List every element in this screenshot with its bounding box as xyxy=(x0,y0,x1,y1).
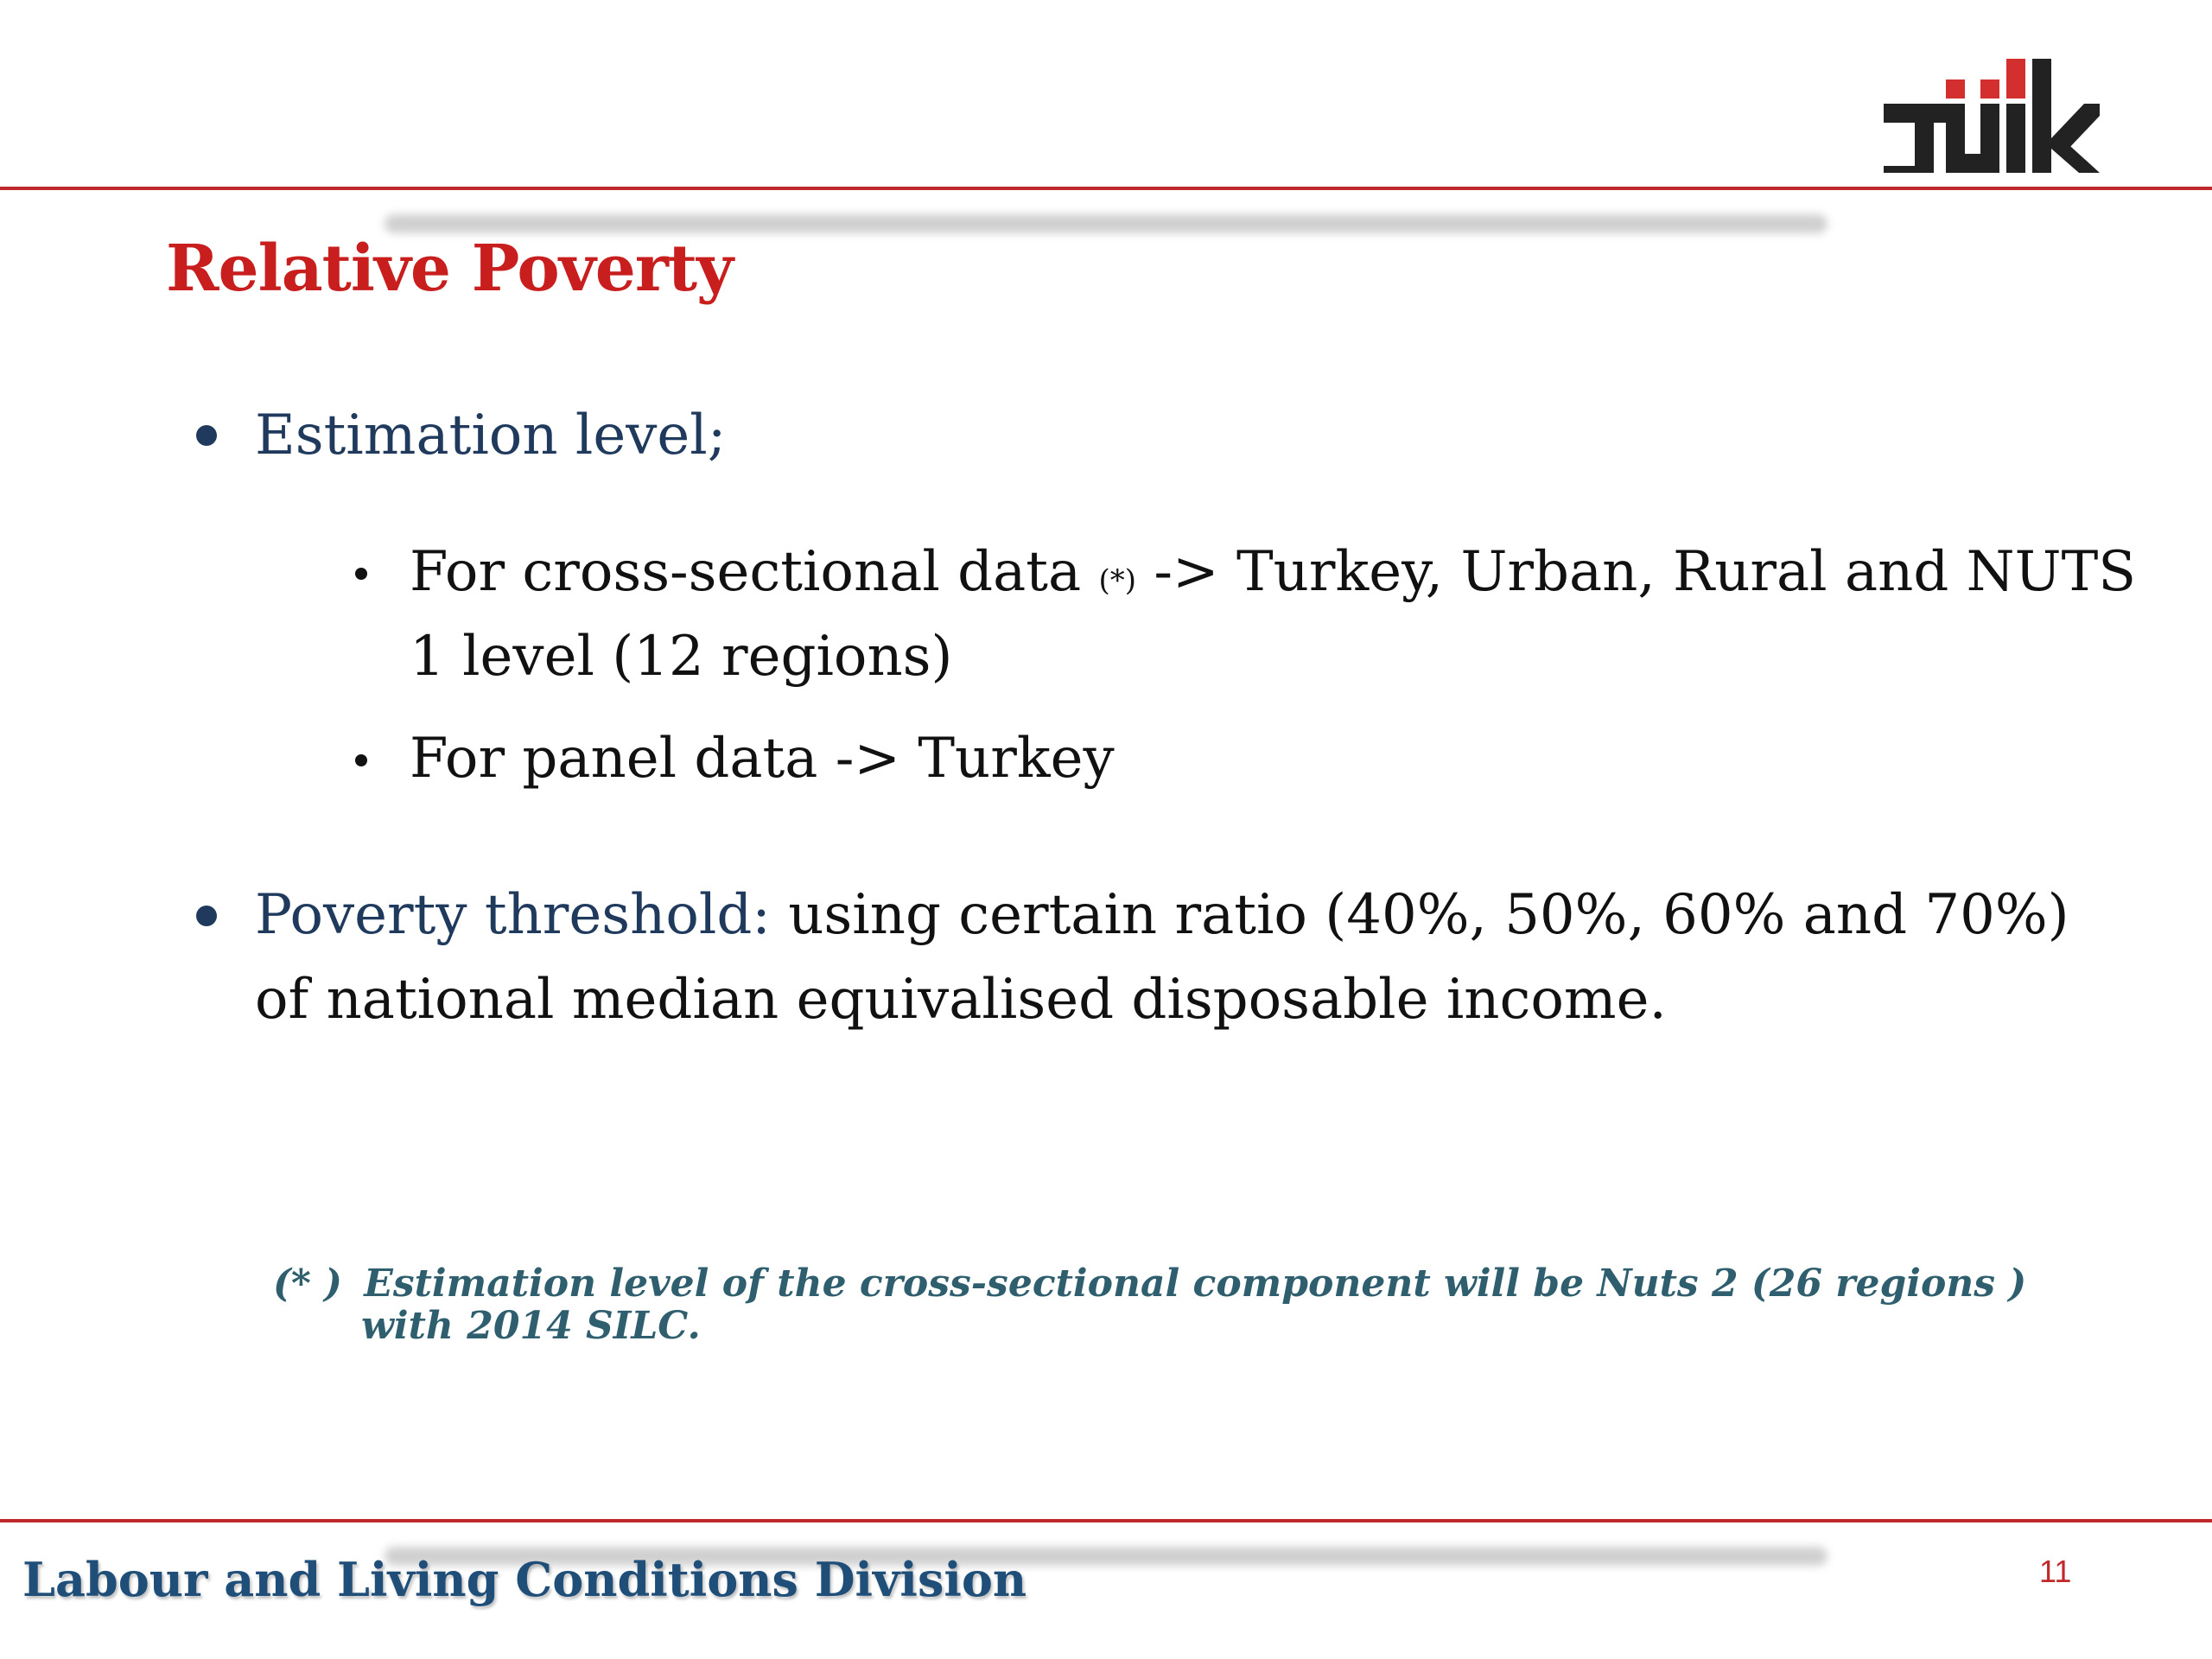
footnote-marker: (*) xyxy=(1098,563,1136,598)
subbullet-prefix: For cross-sectional data xyxy=(410,540,1099,604)
poverty-threshold-label: Poverty threshold: xyxy=(255,883,771,947)
footnote-line2: with 2014 SILC. xyxy=(361,1304,701,1348)
bullet-estimation-level: Estimation level; xyxy=(255,404,727,467)
subbullet-dot xyxy=(355,754,367,766)
footnote-line1: Estimation level of the cross-sectional component will be Nuts 2 (26 regions ) xyxy=(364,1262,2027,1306)
subbullet-suffix: -> Turkey, Urban, Rural and NUTS xyxy=(1136,540,2137,604)
footer-division: Labour and Living Conditions Division xyxy=(22,1552,1027,1607)
tuik-logo xyxy=(1884,59,2100,180)
header-shadow xyxy=(385,214,1827,233)
slide-title: Relative Poverty xyxy=(166,232,734,306)
header-rule xyxy=(0,187,2212,190)
subbullet-cross-sectional xyxy=(410,530,2136,623)
page-number: 11 xyxy=(2039,1554,2072,1589)
footnote xyxy=(273,1262,2026,1306)
poverty-threshold-text: using certain ratio (40%, 50%, 60% and 70%) xyxy=(770,883,2069,947)
bullet-dot xyxy=(196,906,217,926)
subbullet-dot xyxy=(355,568,367,580)
subbullet-cross-sectional-continuation: 1 level (12 regions) xyxy=(410,625,953,689)
bullet-poverty-threshold xyxy=(255,873,2069,957)
footer-rule xyxy=(0,1519,2212,1522)
footnote-marker-label: (* ) xyxy=(273,1262,342,1306)
subbullet-panel-data: For panel data -> Turkey xyxy=(410,727,1115,791)
bullet-dot xyxy=(196,425,217,446)
poverty-threshold-continuation: of national median equivalised disposable income. xyxy=(255,968,1667,1032)
